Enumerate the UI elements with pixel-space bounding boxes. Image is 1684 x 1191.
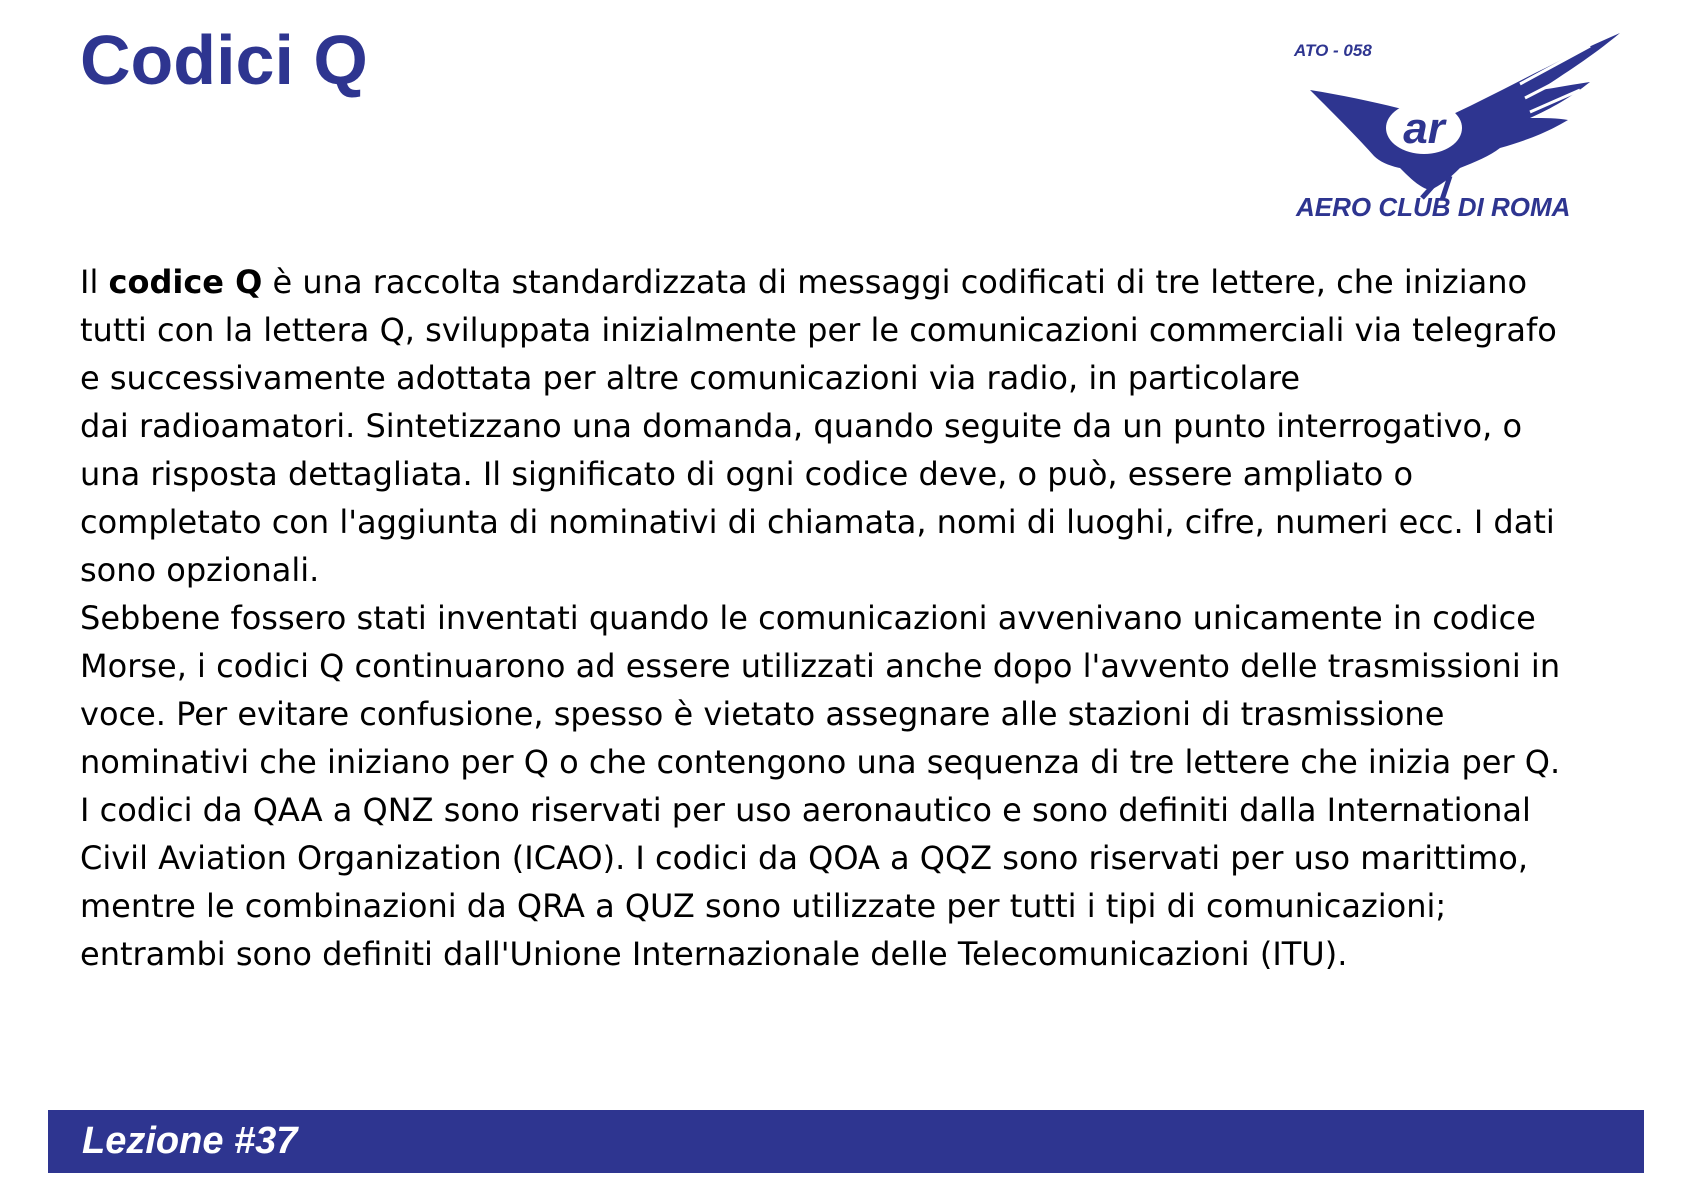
aero-club-logo xyxy=(1290,28,1630,228)
body-line-1 xyxy=(80,258,1640,306)
body-line: nominativi che iniziano per Q o che contengono una sequenza di tre lettere che inizia per Q. xyxy=(80,743,1561,781)
body-line: entrambi sono definiti dall'Unione Internazionale delle Telecomunicazioni (ITU). xyxy=(80,935,1348,973)
footer-bar xyxy=(48,1110,1644,1173)
body-line: dai radioamatori. Sintetizzano una domanda, quando seguite da un punto interrogativo, o xyxy=(80,407,1523,445)
body-line: mentre le combinazioni da QRA a QUZ sono utilizzate per tutti i tipi di comunicazioni; xyxy=(80,887,1447,925)
page-title: Codici Q xyxy=(80,21,368,99)
body-line: Civil Aviation Organization (ICAO). I codici da QOA a QQZ sono riservati per uso marittimo, xyxy=(80,839,1529,877)
logo-ato-code: ATO - 058 xyxy=(1294,41,1372,60)
logo-club-name: AERO CLUB DI ROMA xyxy=(1296,192,1571,222)
body-line-1-before: Il xyxy=(80,263,109,301)
logo-monogram: ar xyxy=(1403,104,1445,153)
codice-q-term: codice Q xyxy=(108,263,263,301)
body-line-1-after: è una raccolta standardizzata di messaggi codificati di tre lettere, che iniziano xyxy=(262,263,1528,301)
body-line: una risposta dettagliata. Il significato di ogni codice deve, o può, essere ampliato o xyxy=(80,455,1414,493)
body-text xyxy=(80,258,1640,978)
body-line: I codici da QAA a QNZ sono riservati per uso aeronautico e sono definiti dalla International xyxy=(80,791,1531,829)
body-line: Morse, i codici Q continuarono ad essere utilizzati anche dopo l'avvento delle trasmissioni in xyxy=(80,647,1561,685)
body-line: voce. Per evitare confusione, spesso è vietato assegnare alle stazioni di trasmissione xyxy=(80,695,1445,733)
lesson-label: Lezione #37 xyxy=(82,1120,298,1162)
body-line: Sebbene fossero stati inventati quando le comunicazioni avvenivano unicamente in codice xyxy=(80,599,1536,637)
body-line: tutti con la lettera Q, sviluppata inizialmente per le comunicazioni commerciali via telegrafo xyxy=(80,311,1557,349)
body-line: e successivamente adottata per altre comunicazioni via radio, in particolare xyxy=(80,359,1301,397)
body-line: sono opzionali. xyxy=(80,551,320,589)
body-line: completato con l'aggiunta di nominativi di chiamata, nomi di luoghi, cifre, numeri ecc. I dati xyxy=(80,503,1555,541)
